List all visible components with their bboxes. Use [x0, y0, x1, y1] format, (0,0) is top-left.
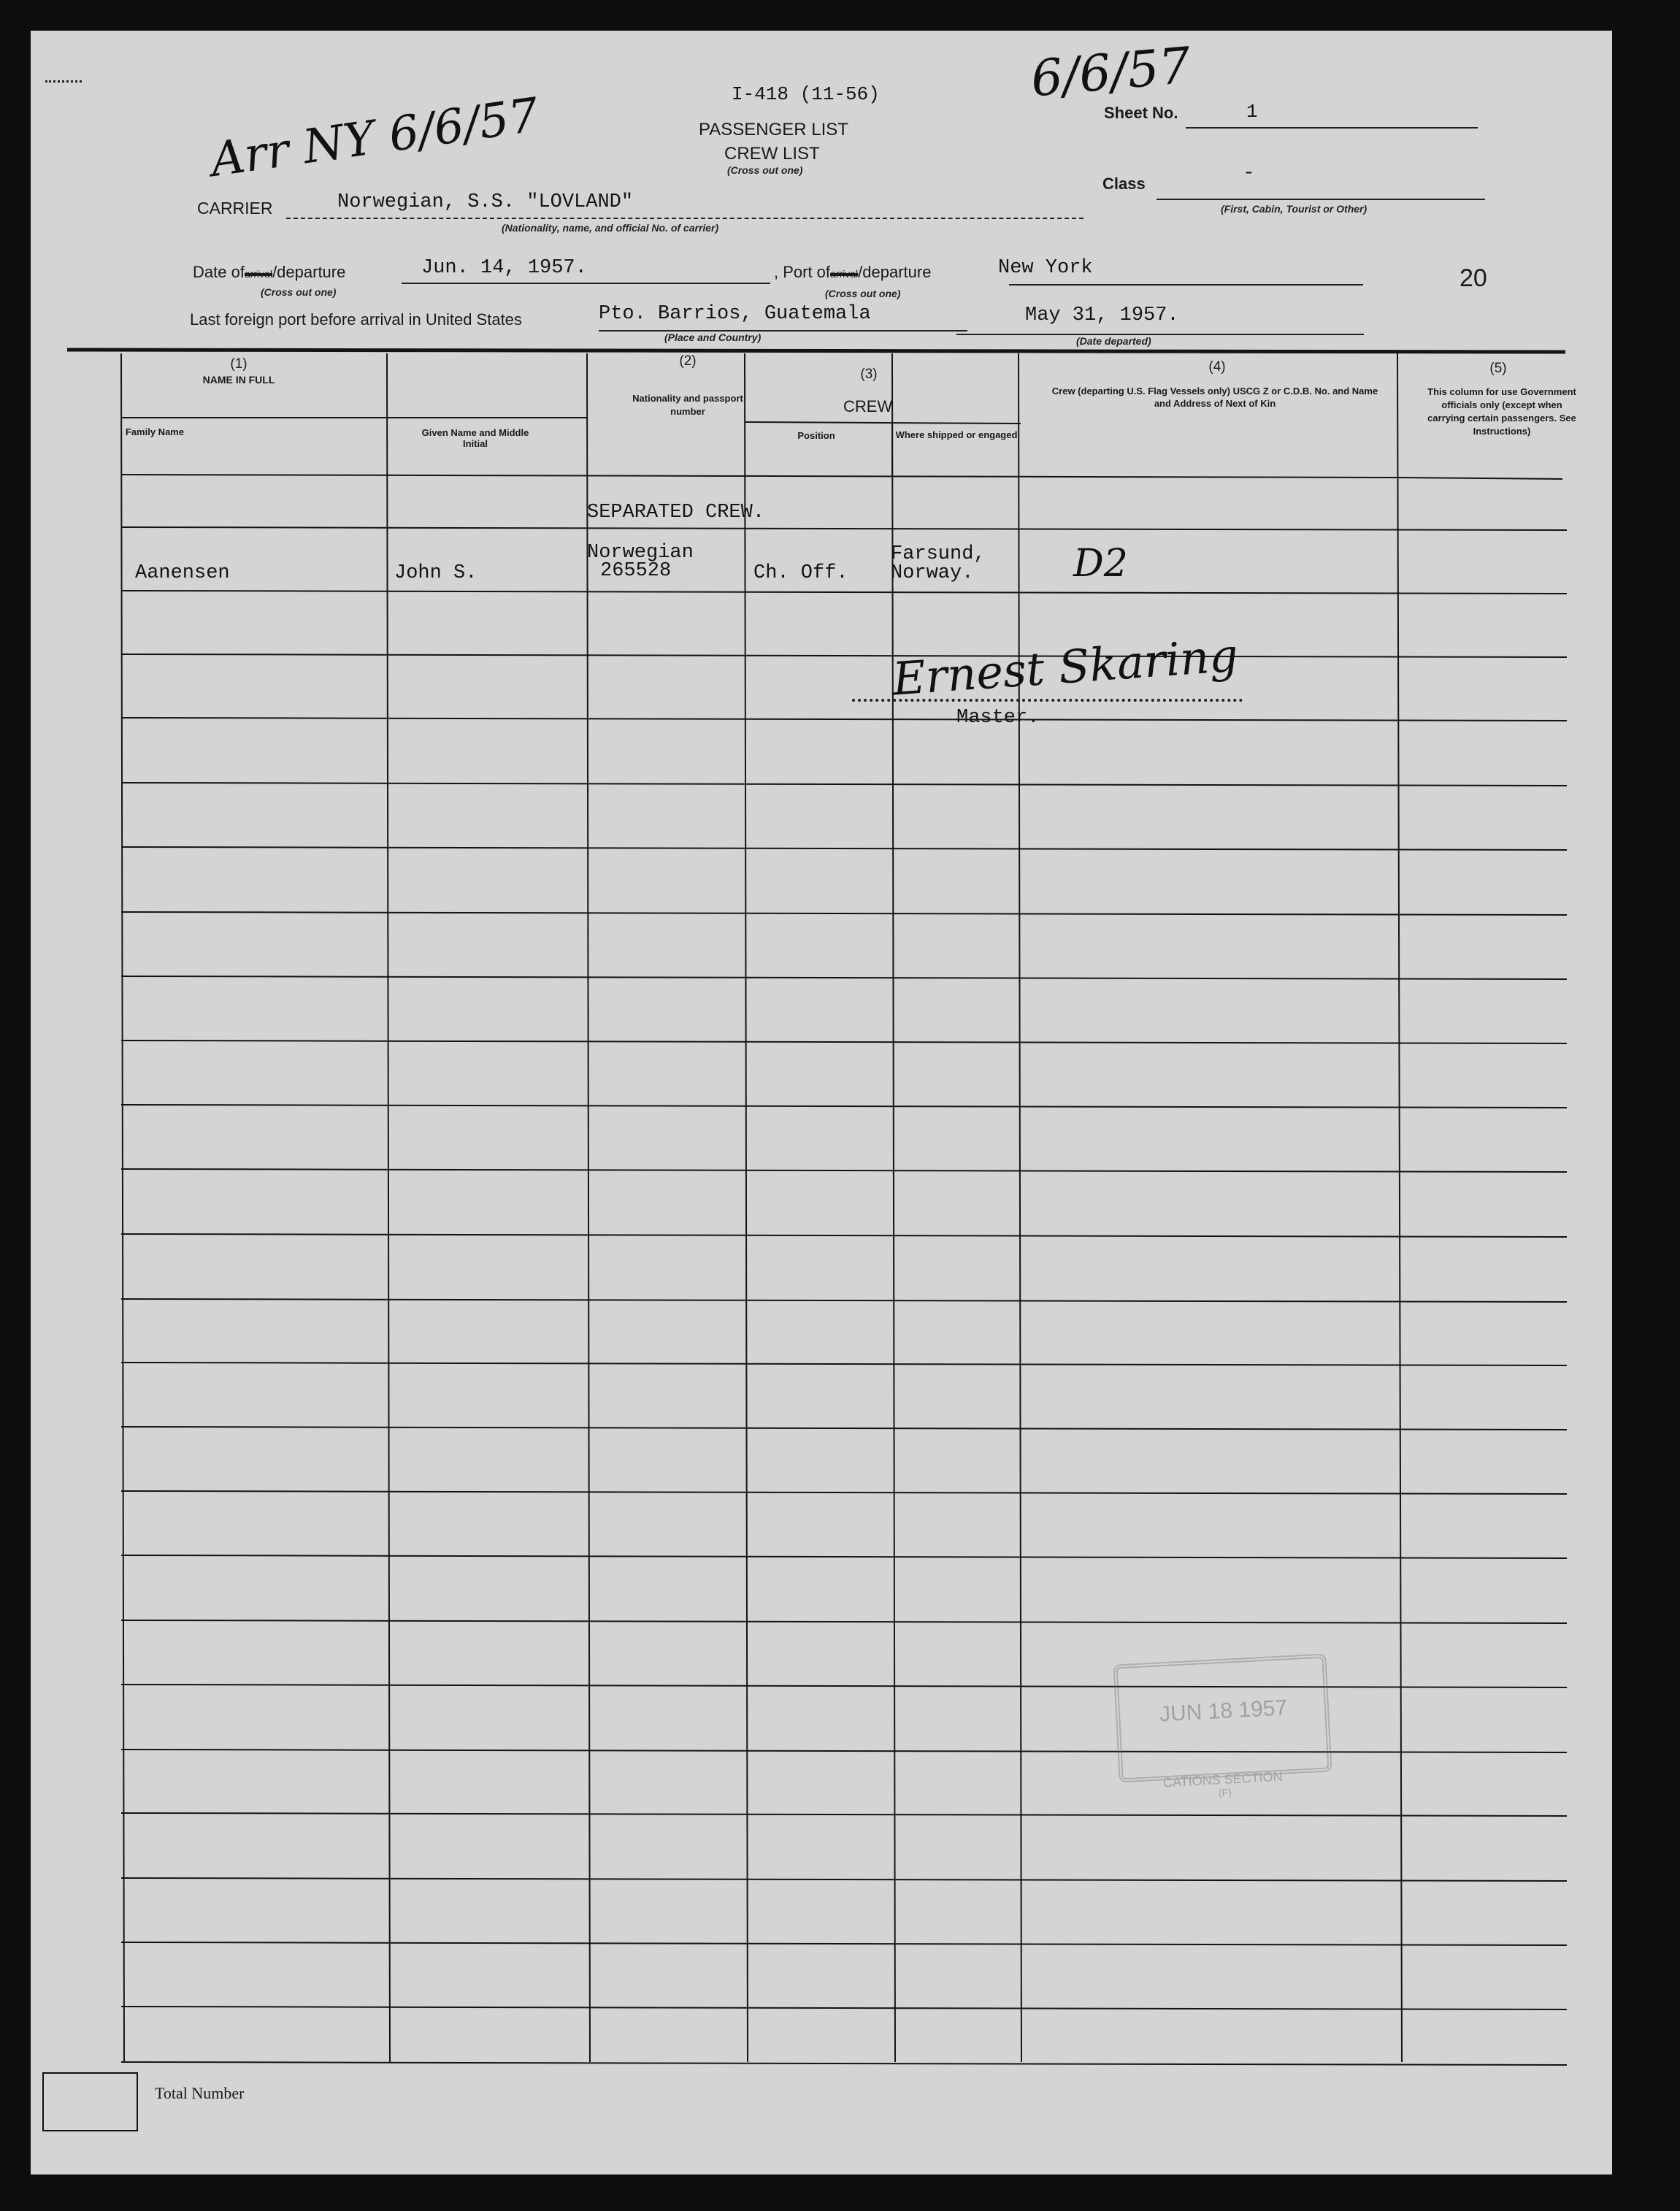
row-line-4: [121, 718, 1567, 721]
row-line-9: [121, 1041, 1567, 1043]
row-line-17: [121, 1555, 1567, 1558]
class-hint: (First, Cabin, Tourist or Other): [1221, 203, 1368, 215]
table-top-rule: [67, 350, 1565, 352]
row-col4-handwritten-mark: D2: [1073, 542, 1128, 586]
departure-date-value: Jun. 14, 1957.: [421, 257, 587, 279]
row-line-20: [121, 1750, 1567, 1752]
column-divider-7: [1397, 353, 1402, 2062]
port-underline: [1009, 284, 1363, 286]
row-line-7: [121, 912, 1567, 915]
last-port-date-hint: (Date departed): [1076, 335, 1151, 347]
last-port-label: Last foreign port before arrival in United States: [190, 310, 522, 329]
column-divider-4: [745, 353, 748, 2062]
row-line-22: [121, 1878, 1567, 1881]
col1-number: (1): [230, 356, 248, 372]
column-divider-6: [1019, 353, 1021, 2062]
row-line-25: [121, 2062, 1567, 2065]
col3-number: (3): [860, 367, 878, 382]
crew-list-title: CREW LIST: [724, 144, 820, 164]
row-line-6: [121, 847, 1567, 850]
last-port-underline: [599, 330, 967, 332]
row-line-5: [121, 783, 1567, 786]
stamp-section: CATIONS SECTION: [1162, 1769, 1284, 1790]
port-struck: arrival: [830, 268, 859, 280]
departure-date-hint: (Cross out one): [261, 286, 337, 298]
row-nationality: Norwegian: [587, 542, 694, 564]
port-value: New York: [998, 257, 1093, 279]
row-line-18: [121, 1620, 1567, 1623]
sheet-label: Sheet No.: [1104, 104, 1178, 122]
row-line-11: [121, 1169, 1567, 1172]
col1-family-header: Family Name: [125, 426, 185, 437]
col3-position-header: Position: [797, 430, 835, 441]
class-value: -: [1243, 162, 1255, 185]
col1-given-header: Given Name and Middle Initial: [421, 427, 529, 449]
row-line-14: [121, 1363, 1567, 1365]
port-prefix: , Port of: [774, 263, 831, 281]
total-number-label: Total Number: [155, 2084, 245, 2102]
carrier-hint: (Nationality, name, and official No. of carrier): [502, 222, 719, 234]
master-title: Master.: [956, 707, 1040, 729]
last-port-value: Pto. Barrios, Guatemala: [599, 303, 871, 325]
col1-title: NAME IN FULL: [202, 374, 275, 386]
column-divider-2: [387, 353, 390, 2062]
column-divider-3: [587, 353, 590, 2062]
row-position: Ch. Off.: [753, 562, 848, 584]
table-grid: [31, 31, 1612, 2174]
port-hint: (Cross out one): [825, 288, 901, 299]
col5-title: This column for use Government officials only (except when carrying certain passengers. See Instructions): [1427, 386, 1576, 437]
col2-number: (2): [679, 353, 697, 369]
row-line-24: [121, 2007, 1567, 2009]
last-port-date-underline: [956, 334, 1364, 335]
last-port-hint: (Place and Country): [664, 332, 762, 343]
col4-title: Crew (departing U.S. Flag Vessels only) USCG Z or C.D.B. No. and Name and Address of Next of Kin: [1051, 386, 1378, 409]
header-bottom-line-col5: [1396, 478, 1562, 479]
row-line-21: [121, 1813, 1567, 1816]
row-line-10: [121, 1105, 1567, 1108]
stamp-sub: (F): [1218, 1786, 1232, 1799]
row-shipped-city: Farsund,: [891, 543, 986, 565]
row-line-12: [121, 1234, 1567, 1237]
last-port-date-value: May 31, 1957.: [1025, 304, 1179, 326]
master-signature: Ernest Skaring: [891, 628, 1240, 706]
total-number-box: [42, 2072, 138, 2131]
departure-date-struck: arrival: [244, 268, 273, 280]
column-divider-1: [121, 353, 124, 2062]
passenger-list-title: PASSENGER LIST: [699, 120, 848, 139]
class-label: Class: [1102, 175, 1146, 193]
column-divider-5: [892, 353, 895, 2062]
form-number: I-418 (11-56): [732, 83, 880, 105]
carrier-underline: [286, 218, 1083, 219]
sheet-value: 1: [1246, 101, 1258, 123]
col3-title: CREW: [843, 397, 893, 415]
stamp-date: JUN 18 1957: [1159, 1695, 1288, 1727]
departure-date-label: [193, 263, 345, 282]
crew-list-form: [31, 31, 1612, 2174]
title-hint: (Cross out one): [727, 164, 803, 176]
col5-number: (5): [1489, 361, 1507, 376]
received-stamp: [1113, 1647, 1332, 1804]
header-crew-split: [745, 422, 1021, 424]
row-family-name: Aanensen: [135, 562, 230, 584]
row-line-2: [121, 591, 1567, 594]
col4-number: (4): [1208, 359, 1226, 375]
port-suffix: /departure: [858, 263, 932, 281]
row-passport: 265528: [600, 560, 672, 582]
arrival-handwritten-note: Arr NY 6/6/57: [207, 88, 542, 188]
section-note: SEPARATED CREW.: [587, 502, 765, 524]
row-line-15: [121, 1427, 1567, 1430]
sheet-count: 20: [1460, 264, 1487, 292]
corner-dash-mark: [45, 80, 82, 83]
header-bottom-line: [121, 475, 1403, 478]
col2-title: Nationality and passport number: [632, 393, 743, 417]
departure-date-underline: [402, 283, 770, 284]
handwritten-date: 6/6/57: [1028, 37, 1193, 109]
row-line-8: [121, 976, 1567, 979]
row-line-19: [121, 1685, 1567, 1687]
departure-date-suffix: /departure: [272, 263, 346, 281]
departure-date-prefix: Date of: [193, 263, 245, 281]
port-label: [774, 263, 931, 282]
carrier-label: CARRIER: [197, 199, 273, 218]
row-given-name: John S.: [394, 562, 477, 584]
carrier-value: Norwegian, S.S. "LOVLAND": [337, 191, 634, 213]
row-line-13: [121, 1299, 1567, 1302]
row-line-3: [121, 654, 1567, 657]
row-line-1: [121, 527, 1567, 530]
row-line-23: [121, 1942, 1567, 1945]
class-underline: [1157, 199, 1485, 200]
col3-shipped-header: Where shipped or engaged: [895, 429, 1018, 440]
sheet-underline: [1186, 127, 1478, 129]
row-shipped-country: Norway.: [891, 562, 974, 584]
row-line-16: [121, 1491, 1567, 1494]
